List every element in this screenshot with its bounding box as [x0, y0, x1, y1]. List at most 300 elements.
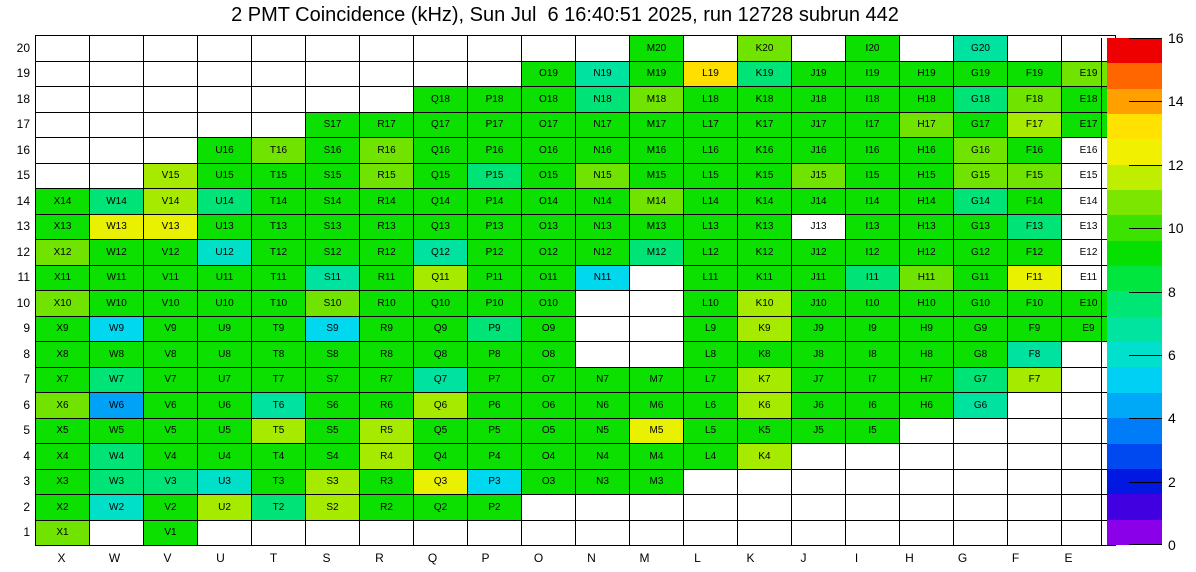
heatmap-cell: P4: [468, 444, 522, 470]
heatmap-cell: K4: [738, 444, 792, 470]
heatmap-cell: P9: [468, 316, 522, 342]
heatmap-cell: [1008, 36, 1062, 62]
heatmap-cell: P2: [468, 495, 522, 521]
heatmap-cell: Q5: [414, 418, 468, 444]
x-axis-label: N: [587, 551, 596, 565]
heatmap-cell: P11: [468, 265, 522, 291]
heatmap-cell: T9: [252, 316, 306, 342]
heatmap-cell: M3: [630, 469, 684, 495]
colorbar-band: [1107, 165, 1162, 190]
heatmap-cell: [198, 520, 252, 546]
heatmap-cell: O17: [522, 112, 576, 138]
heatmap-cell: R12: [360, 240, 414, 266]
y-axis-label: 11: [17, 270, 30, 285]
colorbar-tick: [1129, 418, 1162, 419]
heatmap-cell: O5: [522, 418, 576, 444]
heatmap-cell: K17: [738, 112, 792, 138]
heatmap-cell: P15: [468, 163, 522, 189]
heatmap-cell: L15: [684, 163, 738, 189]
heatmap-cell: [198, 61, 252, 87]
heatmap-cell: [630, 265, 684, 291]
heatmap-cell: O15: [522, 163, 576, 189]
heatmap-cell: I9: [846, 316, 900, 342]
heatmap-cell: [1008, 520, 1062, 546]
x-axis-label: T: [269, 551, 278, 565]
chart-title: 2 PMT Coincidence (kHz), Sun Jul 6 16:40:51 2025, run 12728 subrun 442: [231, 4, 899, 26]
x-axis-label: R: [375, 551, 384, 565]
heatmap-cell: [1008, 469, 1062, 495]
heatmap-cell: E15: [1062, 163, 1116, 189]
y-axis-label: 8: [23, 346, 30, 361]
heatmap-cell: T10: [252, 291, 306, 317]
colorbar-band: [1107, 139, 1162, 164]
heatmap-cell: [900, 444, 954, 470]
heatmap-cell: X12: [36, 240, 90, 266]
heatmap-cell: V7: [144, 367, 198, 393]
colorbar-tick-label: 2: [1168, 473, 1176, 490]
heatmap-cell: [198, 87, 252, 113]
heatmap-cell: I14: [846, 189, 900, 215]
heatmap-cell: P3: [468, 469, 522, 495]
y-axis-label: 19: [16, 66, 30, 81]
heatmap-cell: M20: [630, 36, 684, 62]
x-axis-label: V: [163, 551, 172, 565]
heatmap-cell: N13: [576, 214, 630, 240]
heatmap-cell: J13: [792, 214, 846, 240]
heatmap-cell: V3: [144, 469, 198, 495]
heatmap-cell: [738, 520, 792, 546]
heatmap-cell: W13: [90, 214, 144, 240]
heatmap-cell: [90, 87, 144, 113]
heatmap-cell: X5: [36, 418, 90, 444]
colorbar-tick-label: 16: [1168, 30, 1184, 46]
heatmap-row: [36, 469, 1116, 495]
heatmap-cell: Q4: [414, 444, 468, 470]
heatmap-cell: [1008, 444, 1062, 470]
heatmap-cell: O11: [522, 265, 576, 291]
heatmap-cell: H9: [900, 316, 954, 342]
heatmap-cell: H8: [900, 342, 954, 368]
colorbar-tick: [1129, 165, 1162, 166]
heatmap-cell: M17: [630, 112, 684, 138]
colorbar-tick: [1129, 544, 1162, 545]
heatmap-cell: O16: [522, 138, 576, 164]
heatmap-cell: S8: [306, 342, 360, 368]
heatmap-cell: J5: [792, 418, 846, 444]
heatmap-cell: S5: [306, 418, 360, 444]
heatmap-cell: U7: [198, 367, 252, 393]
heatmap-cell: L5: [684, 418, 738, 444]
heatmap-cell: N14: [576, 189, 630, 215]
heatmap-cell: R10: [360, 291, 414, 317]
heatmap-cell: [198, 112, 252, 138]
heatmap-cell: L9: [684, 316, 738, 342]
heatmap-cell: [252, 36, 306, 62]
heatmap-cell: W10: [90, 291, 144, 317]
heatmap-cell: [846, 495, 900, 521]
heatmap-cell: M16: [630, 138, 684, 164]
heatmap-cell: I11: [846, 265, 900, 291]
heatmap-cell: [252, 520, 306, 546]
heatmap-cell: U11: [198, 265, 252, 291]
heatmap-cell: X13: [36, 214, 90, 240]
heatmap-cell: V13: [144, 214, 198, 240]
heatmap-row: [36, 418, 1116, 444]
heatmap-cell: N3: [576, 469, 630, 495]
heatmap-cell: O19: [522, 61, 576, 87]
heatmap-cell: P6: [468, 393, 522, 419]
heatmap-cell: S2: [306, 495, 360, 521]
heatmap-cell: [630, 495, 684, 521]
heatmap-row: [36, 240, 1116, 266]
heatmap-cell: R13: [360, 214, 414, 240]
heatmap-cell: F16: [1008, 138, 1062, 164]
x-axis-label: O: [533, 551, 544, 565]
heatmap-cell: T6: [252, 393, 306, 419]
heatmap-cell: U14: [198, 189, 252, 215]
y-axis-label: 15: [16, 168, 30, 183]
heatmap-cell: X4: [36, 444, 90, 470]
heatmap-cell: H14: [900, 189, 954, 215]
heatmap-cell: X10: [36, 291, 90, 317]
x-axis-label: W: [108, 551, 121, 565]
heatmap-cell: H18: [900, 87, 954, 113]
heatmap-cell: [90, 138, 144, 164]
heatmap-row: [36, 87, 1116, 113]
heatmap-cell: E19: [1062, 61, 1116, 87]
heatmap-cell: H11: [900, 265, 954, 291]
heatmap-cell: N19: [576, 61, 630, 87]
heatmap-cell: G6: [954, 393, 1008, 419]
colorbar-tick: [1129, 101, 1162, 102]
heatmap-cell: F19: [1008, 61, 1062, 87]
heatmap-cell: W9: [90, 316, 144, 342]
heatmap-cell: [306, 36, 360, 62]
heatmap-cell: T15: [252, 163, 306, 189]
heatmap-cell: [468, 36, 522, 62]
y-axis-label: 9: [23, 321, 30, 336]
heatmap-cell: G18: [954, 87, 1008, 113]
heatmap-cell: [954, 469, 1008, 495]
colorbar-band: [1107, 291, 1162, 316]
heatmap-cell: J17: [792, 112, 846, 138]
heatmap-cell: S17: [306, 112, 360, 138]
heatmap-cell: U16: [198, 138, 252, 164]
heatmap-cell: R14: [360, 189, 414, 215]
heatmap-cell: O6: [522, 393, 576, 419]
heatmap-cell: [360, 61, 414, 87]
heatmap-cell: Q16: [414, 138, 468, 164]
x-axis-label: L: [694, 551, 701, 565]
heatmap-row: [36, 36, 1116, 62]
heatmap-cell: V1: [144, 520, 198, 546]
heatmap-cell: M19: [630, 61, 684, 87]
heatmap-cell: [846, 444, 900, 470]
heatmap-cell: J16: [792, 138, 846, 164]
heatmap-cell: [90, 36, 144, 62]
heatmap-cell: K15: [738, 163, 792, 189]
heatmap-cell: [684, 520, 738, 546]
heatmap-cell: S3: [306, 469, 360, 495]
heatmap-cell: K11: [738, 265, 792, 291]
heatmap-cell: G16: [954, 138, 1008, 164]
heatmap-cell: X11: [36, 265, 90, 291]
x-axis-label: I: [854, 551, 859, 565]
heatmap-cell: Q7: [414, 367, 468, 393]
heatmap-cell: [360, 520, 414, 546]
heatmap-cell: [900, 36, 954, 62]
heatmap-cell: [144, 138, 198, 164]
heatmap-cell: J12: [792, 240, 846, 266]
heatmap-cell: Q2: [414, 495, 468, 521]
heatmap-row: [36, 520, 1116, 546]
heatmap-cell: G20: [954, 36, 1008, 62]
heatmap-row: [36, 291, 1116, 317]
heatmap-cell: P8: [468, 342, 522, 368]
heatmap-cell: L14: [684, 189, 738, 215]
heatmap-cell: G14: [954, 189, 1008, 215]
heatmap-cell: H13: [900, 214, 954, 240]
y-axis-label: 2: [23, 499, 30, 514]
heatmap-cell: L11: [684, 265, 738, 291]
heatmap-cell: P12: [468, 240, 522, 266]
heatmap-cell: R4: [360, 444, 414, 470]
heatmap-cell: [414, 36, 468, 62]
x-axis-label: G: [957, 551, 968, 565]
heatmap-cell: S11: [306, 265, 360, 291]
heatmap-row: [36, 393, 1116, 419]
heatmap-cell: P18: [468, 87, 522, 113]
heatmap-cell: F18: [1008, 87, 1062, 113]
heatmap-cell: J8: [792, 342, 846, 368]
heatmap-cell: T2: [252, 495, 306, 521]
heatmap-cell: M6: [630, 393, 684, 419]
heatmap-cell: O13: [522, 214, 576, 240]
colorbar-tick-label: 8: [1168, 283, 1176, 300]
heatmap-cell: S6: [306, 393, 360, 419]
heatmap-cell: R15: [360, 163, 414, 189]
heatmap-cell: [522, 520, 576, 546]
x-axis-label: X: [57, 551, 66, 565]
heatmap-cell: V8: [144, 342, 198, 368]
heatmap-row: [36, 189, 1116, 215]
heatmap-cell: W5: [90, 418, 144, 444]
heatmap-cell: [576, 36, 630, 62]
y-axis-label: 4: [23, 448, 30, 463]
heatmap-cell: S9: [306, 316, 360, 342]
heatmap-cell: O9: [522, 316, 576, 342]
heatmap-cell: O18: [522, 87, 576, 113]
heatmap-cell: N15: [576, 163, 630, 189]
heatmap-cell: G8: [954, 342, 1008, 368]
heatmap-cell: M4: [630, 444, 684, 470]
heatmap-cell: P7: [468, 367, 522, 393]
heatmap-cell: P5: [468, 418, 522, 444]
heatmap-cell: G9: [954, 316, 1008, 342]
heatmap-cell: G13: [954, 214, 1008, 240]
heatmap-cell: V12: [144, 240, 198, 266]
heatmap-cell: Q18: [414, 87, 468, 113]
colorbar-band: [1107, 367, 1162, 392]
heatmap-cell: T14: [252, 189, 306, 215]
heatmap-cell: S10: [306, 291, 360, 317]
heatmap-cell: I19: [846, 61, 900, 87]
heatmap-cell: P10: [468, 291, 522, 317]
heatmap-cell: [1008, 418, 1062, 444]
heatmap-cell: X8: [36, 342, 90, 368]
colorbar-tick: [1129, 292, 1162, 293]
heatmap-cell: S14: [306, 189, 360, 215]
heatmap-cell: N5: [576, 418, 630, 444]
heatmap-cell: [360, 36, 414, 62]
heatmap-cell: [252, 112, 306, 138]
heatmap-cell: X3: [36, 469, 90, 495]
heatmap-cell: S12: [306, 240, 360, 266]
heatmap-cell: L10: [684, 291, 738, 317]
heatmap-cell: G12: [954, 240, 1008, 266]
heatmap-cell: [738, 495, 792, 521]
heatmap-cell: Q14: [414, 189, 468, 215]
heatmap-cell: [576, 520, 630, 546]
heatmap-cell: K14: [738, 189, 792, 215]
heatmap-cell: N7: [576, 367, 630, 393]
heatmap-cell: X14: [36, 189, 90, 215]
heatmap-cell: J6: [792, 393, 846, 419]
y-axis-label: 16: [16, 142, 30, 157]
heatmap-cell: K6: [738, 393, 792, 419]
y-axis-label: 13: [16, 219, 30, 234]
heatmap-cell: W14: [90, 189, 144, 215]
heatmap-cell: U8: [198, 342, 252, 368]
heatmap-cell: V6: [144, 393, 198, 419]
heatmap-cell: K8: [738, 342, 792, 368]
y-axis-label: 3: [23, 474, 30, 489]
heatmap-cell: X2: [36, 495, 90, 521]
y-axis-label: 14: [16, 193, 30, 208]
heatmap-cell: V11: [144, 265, 198, 291]
heatmap-cell: [954, 444, 1008, 470]
heatmap-cell: V15: [144, 163, 198, 189]
heatmap-cell: H6: [900, 393, 954, 419]
heatmap-cell: P17: [468, 112, 522, 138]
heatmap-cell: [306, 61, 360, 87]
heatmap-cell: O10: [522, 291, 576, 317]
heatmap-cell: [630, 316, 684, 342]
heatmap-cell: N16: [576, 138, 630, 164]
heatmap-cell: W3: [90, 469, 144, 495]
heatmap-cell: [1008, 393, 1062, 419]
heatmap-cell: K20: [738, 36, 792, 62]
heatmap-cell: M18: [630, 87, 684, 113]
heatmap-cell: [306, 520, 360, 546]
heatmap-cell: X7: [36, 367, 90, 393]
heatmap-row: [36, 112, 1116, 138]
heatmap-cell: Q10: [414, 291, 468, 317]
heatmap-cell: I6: [846, 393, 900, 419]
heatmap-cell: F9: [1008, 316, 1062, 342]
heatmap-cell: K16: [738, 138, 792, 164]
heatmap-cell: W4: [90, 444, 144, 470]
heatmap-cell: N18: [576, 87, 630, 113]
y-axis-label: 20: [16, 40, 30, 55]
heatmap-cell: J14: [792, 189, 846, 215]
heatmap-cell: F14: [1008, 189, 1062, 215]
colorbar-tick: [1129, 38, 1162, 39]
heatmap-cell: [90, 61, 144, 87]
heatmap-cell: [414, 520, 468, 546]
heatmap-cell: G11: [954, 265, 1008, 291]
colorbar-band: [1107, 241, 1162, 266]
heatmap-cell: [576, 291, 630, 317]
heatmap-cell: [630, 291, 684, 317]
heatmap-cell: J18: [792, 87, 846, 113]
heatmap-cell: [900, 495, 954, 521]
heatmap-cell: Q13: [414, 214, 468, 240]
heatmap-cell: I10: [846, 291, 900, 317]
heatmap-cell: T3: [252, 469, 306, 495]
heatmap-cell: S16: [306, 138, 360, 164]
x-axis-label: U: [216, 551, 225, 565]
heatmap-cell: H19: [900, 61, 954, 87]
heatmap-cell: K19: [738, 61, 792, 87]
heatmap-cell: H17: [900, 112, 954, 138]
colorbar-band: [1107, 444, 1162, 469]
heatmap-cell: S15: [306, 163, 360, 189]
heatmap-cell: L6: [684, 393, 738, 419]
heatmap-cell: F15: [1008, 163, 1062, 189]
heatmap-cell: R8: [360, 342, 414, 368]
heatmap-cell: [36, 112, 90, 138]
colorbar-tick-label: 12: [1168, 156, 1184, 173]
heatmap-cell: F10: [1008, 291, 1062, 317]
heatmap-cell: R7: [360, 367, 414, 393]
heatmap-cell: S4: [306, 444, 360, 470]
heatmap-cell: Q11: [414, 265, 468, 291]
heatmap-cell: [684, 36, 738, 62]
heatmap-cell: J19: [792, 61, 846, 87]
heatmap-cell: G10: [954, 291, 1008, 317]
heatmap-cell: [36, 36, 90, 62]
heatmap-cell: R3: [360, 469, 414, 495]
heatmap-cell: [36, 138, 90, 164]
heatmap-cell: E14: [1062, 189, 1116, 215]
heatmap-cell: [576, 316, 630, 342]
heatmap-cell: [684, 495, 738, 521]
heatmap-cell: I15: [846, 163, 900, 189]
heatmap-cell: W11: [90, 265, 144, 291]
heatmap-cell: W2: [90, 495, 144, 521]
heatmap-cell: M13: [630, 214, 684, 240]
heatmap-cell: Q8: [414, 342, 468, 368]
heatmap-cell: F11: [1008, 265, 1062, 291]
heatmap-cell: T7: [252, 367, 306, 393]
heatmap-cell: U10: [198, 291, 252, 317]
heatmap-cell: V14: [144, 189, 198, 215]
y-axis-label: 10: [16, 295, 30, 310]
heatmap-cell: [792, 495, 846, 521]
heatmap-cell: M7: [630, 367, 684, 393]
heatmap-cell: U3: [198, 469, 252, 495]
heatmap-cell: T16: [252, 138, 306, 164]
heatmap-cell: [198, 36, 252, 62]
heatmap-cell: T13: [252, 214, 306, 240]
heatmap-cell: U4: [198, 444, 252, 470]
heatmap-cell: E10: [1062, 291, 1116, 317]
heatmap-cell: I5: [846, 418, 900, 444]
heatmap-cell: M5: [630, 418, 684, 444]
heatmap-cell: X9: [36, 316, 90, 342]
heatmap-cell: [252, 87, 306, 113]
